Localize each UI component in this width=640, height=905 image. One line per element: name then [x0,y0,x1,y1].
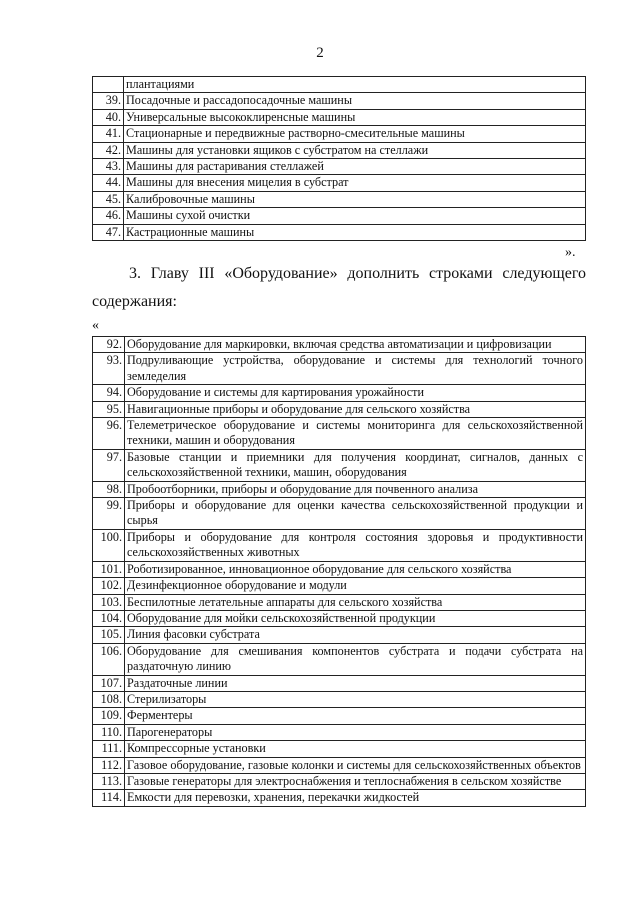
row-number: 95. [93,401,125,417]
row-number: 114. [93,790,125,806]
row-number: 41. [93,126,124,142]
closing-quote: ». [565,245,576,260]
page-number: 2 [316,45,324,61]
row-text: плантациями [124,77,586,93]
table-row [93,610,586,626]
table-row [93,498,586,530]
machines-table [92,76,586,241]
row-text: Пробоотборники, приборы и оборудование для почвенного анализа [125,481,586,497]
row-text: Навигационные приборы и оборудование для сельского хозяйства [125,401,586,417]
row-number: 113. [93,773,125,789]
table-row [93,481,586,497]
row-text: Парогенераторы [125,724,586,740]
row-text: Дезинфекционное оборудование и модули [125,578,586,594]
table-row [93,337,586,353]
row-text: Линия фасовки субстрата [125,627,586,643]
amendment-paragraph-line1: 3. Главу III «Оборудование» дополнить строками следующего [129,265,586,282]
table-row [93,578,586,594]
row-number: 92. [93,337,125,353]
table-row [93,529,586,561]
row-text: Газовое оборудование, газовые колонки и системы для сельскохозяйственных объектов [125,757,586,773]
row-number: 94. [93,385,125,401]
equipment-table [92,336,586,807]
table-row [93,353,586,385]
row-text: Раздаточные линии [125,675,586,691]
table-row [93,627,586,643]
row-text: Кастрационные машины [124,224,586,240]
row-text: Универсальные высококлиренсные машины [124,109,586,125]
table-row [93,757,586,773]
row-number: 106. [93,643,125,675]
row-text: Емкости для перевозки, хранения, перекачки жидкостей [125,790,586,806]
table-row [93,401,586,417]
row-number: 112. [93,757,125,773]
row-number: 46. [93,208,124,224]
row-text: Приборы и оборудование для контроля состояния здоровья и продуктивности сельскохозяйственных животных [125,529,586,561]
row-number [93,77,124,93]
row-number: 104. [93,610,125,626]
row-number: 101. [93,561,125,577]
table-row [93,93,586,109]
row-number: 42. [93,142,124,158]
row-number: 103. [93,594,125,610]
equipment-table-body [93,337,586,807]
table-row [93,561,586,577]
row-text: Оборудование для смешивания компонентов субстрата и подачи субстрата на раздаточную линию [125,643,586,675]
table-row [93,643,586,675]
table-row [93,418,586,450]
row-text: Роботизированное, инновационное оборудование для сельского хозяйства [125,561,586,577]
row-text: Беспилотные летательные аппараты для сельского хозяйства [125,594,586,610]
table-row [93,191,586,207]
row-number: 100. [93,529,125,561]
row-text: Ферментеры [125,708,586,724]
row-text: Стерилизаторы [125,691,586,707]
row-text: Оборудование и системы для картирования урожайности [125,385,586,401]
row-number: 39. [93,93,124,109]
row-number: 110. [93,724,125,740]
row-number: 107. [93,675,125,691]
row-text: Калибровочные машины [124,191,586,207]
row-text: Оборудование для маркировки, включая средства автоматизации и цифровизации [125,337,586,353]
row-number: 111. [93,741,125,757]
row-text: Машины для установки ящиков с субстратом на стеллажи [124,142,586,158]
row-number: 105. [93,627,125,643]
row-number: 108. [93,691,125,707]
table-row [93,208,586,224]
row-number: 98. [93,481,125,497]
table-row [93,675,586,691]
table-row [93,708,586,724]
row-text: Приборы и оборудование для оценки качества сельскохозяйственной продукции и сырья [125,498,586,530]
table-row [93,724,586,740]
table-row [93,109,586,125]
row-number: 97. [93,449,125,481]
table-row [93,741,586,757]
table-row [93,175,586,191]
table-row [93,159,586,175]
table-row [93,77,586,93]
table-row [93,142,586,158]
table-row [93,126,586,142]
row-text: Газовые генераторы для электроснабжения и теплоснабжения в сельском хозяйстве [125,773,586,789]
table-row [93,790,586,806]
row-number: 43. [93,159,124,175]
amendment-paragraph-line2: содержания: [92,293,177,310]
row-text: Базовые станции и приемники для получения координат, сигналов, данных с сельскохозяйственной техники, машин, оборудования [125,449,586,481]
table-row [93,224,586,240]
row-text: Машины для внесения мицелия в субстрат [124,175,586,191]
row-text: Телеметрическое оборудование и системы мониторинга для сельскохозяйственной техники, машин и оборудования [125,418,586,450]
row-text: Машины для растаривания стеллажей [124,159,586,175]
machines-table-body [93,77,586,241]
row-number: 40. [93,109,124,125]
row-number: 45. [93,191,124,207]
table-row [93,773,586,789]
table-row [93,691,586,707]
row-number: 109. [93,708,125,724]
row-text: Подруливающие устройства, оборудование и системы для технологий точного земледелия [125,353,586,385]
row-number: 44. [93,175,124,191]
row-number: 99. [93,498,125,530]
opening-quote: « [92,318,99,333]
row-number: 93. [93,353,125,385]
row-text: Компрессорные установки [125,741,586,757]
row-text: Оборудование для мойки сельскохозяйственной продукции [125,610,586,626]
row-text: Машины сухой очистки [124,208,586,224]
row-number: 102. [93,578,125,594]
row-text: Посадочные и рассадопосадочные машины [124,93,586,109]
row-number: 96. [93,418,125,450]
table-row [93,594,586,610]
table-row [93,385,586,401]
row-number: 47. [93,224,124,240]
row-text: Стационарные и передвижные растворно-смесительные машины [124,126,586,142]
table-row [93,449,586,481]
